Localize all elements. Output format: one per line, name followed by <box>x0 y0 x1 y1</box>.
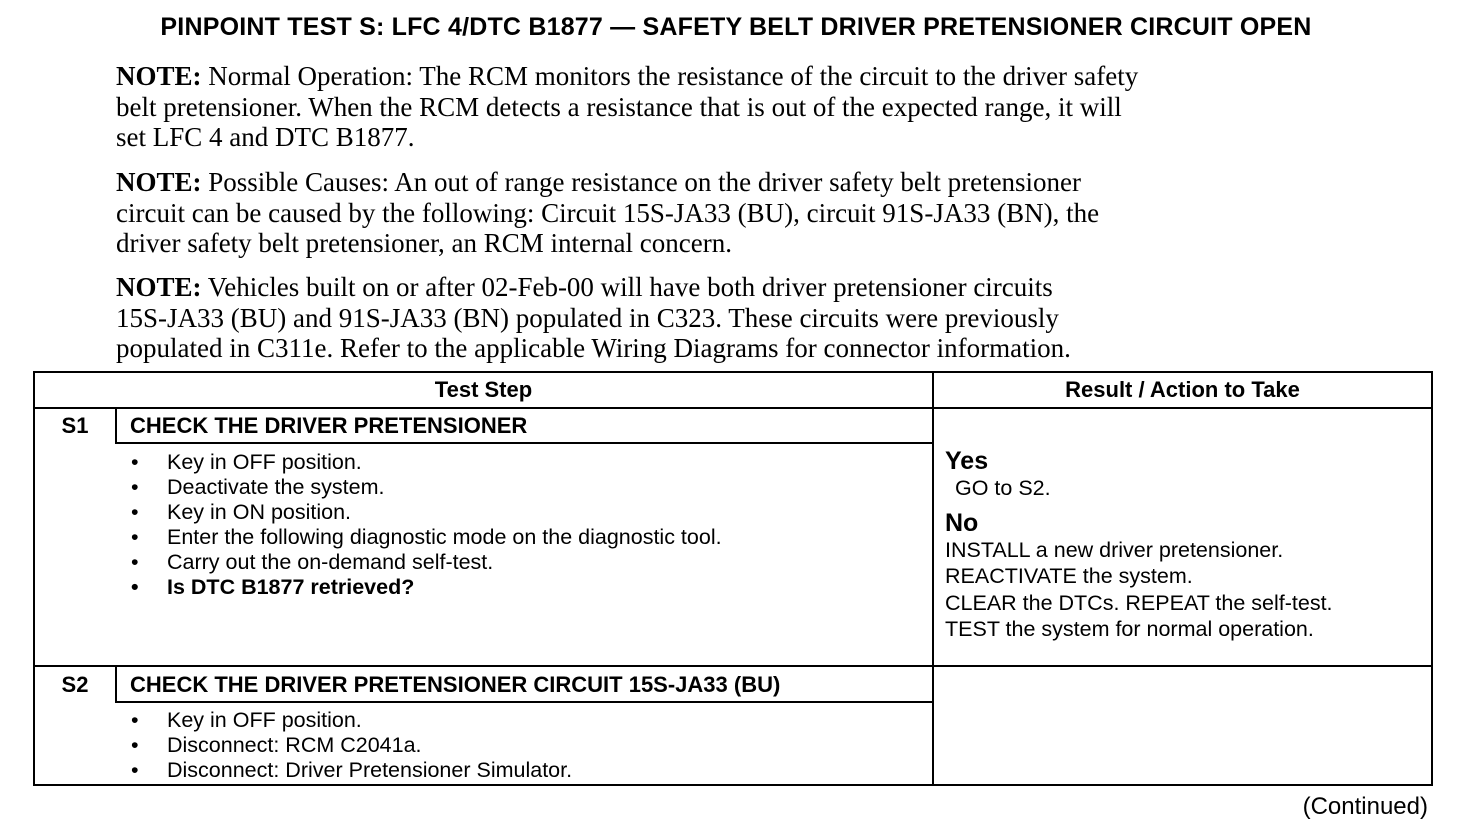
result-no-action: REACTIVATE the system. <box>945 564 1193 588</box>
result-no-action: CLEAR the DTCs. REPEAT the self-test. <box>945 590 1333 615</box>
step-id-divider <box>115 665 117 702</box>
result-yes-label: Yes <box>945 447 989 475</box>
list-item-question: • Is DTC B1877 retrieved? <box>131 575 722 600</box>
note-line: circuit can be caused by the following: Circuit 15S-JA33 (BU), circuit 91S-JA33 (BN), the <box>116 197 1100 228</box>
list-item: • Key in OFF position. <box>131 450 722 475</box>
result-yes-action: GO to S2. <box>955 476 1051 500</box>
list-item: • Disconnect: Driver Pretensioner Simulator. <box>131 758 572 783</box>
step-id: S2 <box>61 672 89 697</box>
note-possible-causes <box>116 167 1336 259</box>
column-header-result: Result / Action to Take <box>1065 377 1300 402</box>
step-id: S1 <box>61 413 89 438</box>
note-line: belt pretensioner. When the RCM detects a resistance that is out of the expected range, it will <box>116 91 1122 122</box>
note-normal-operation <box>116 61 1336 153</box>
note-label: NOTE: <box>116 61 202 91</box>
note-line: set LFC 4 and DTC B1877. <box>116 122 415 152</box>
note-line: driver safety belt pretensioner, an RCM internal concern. <box>116 228 732 258</box>
page-title: PINPOINT TEST S: LFC 4/DTC B1877 — SAFETY BELT DRIVER PRETENSIONER CIRCUIT OPEN <box>160 13 1312 41</box>
result-no-action: INSTALL a new driver pretensioner. <box>945 537 1284 562</box>
note-line: populated in C311e. Refer to the applicable Wiring Diagrams for connector information. <box>116 333 1071 363</box>
header-divider <box>35 407 1431 409</box>
pinpoint-test-table <box>33 371 1433 786</box>
step-actions-list <box>131 708 572 783</box>
column-header-test-step: Test Step <box>434 377 533 402</box>
step-title-divider <box>115 442 932 444</box>
note-line: Normal Operation: The RCM monitors the resistance of the circuit to the driver safety <box>208 61 1139 91</box>
step-title: CHECK THE DRIVER PRETENSIONER <box>130 413 528 438</box>
list-item: • Deactivate the system. <box>131 475 722 500</box>
note-label: NOTE: <box>116 167 202 197</box>
list-item: • Key in ON position. <box>131 500 722 525</box>
result-no-action: TEST the system for normal operation. <box>945 617 1314 641</box>
step-divider <box>35 665 1431 667</box>
result-no-label: No <box>945 508 979 537</box>
continued-label: (Continued) <box>1302 793 1428 820</box>
step-title: CHECK THE DRIVER PRETENSIONER CIRCUIT 15S-JA33 (BU) <box>130 672 781 697</box>
list-item: • Enter the following diagnostic mode on the diagnostic tool. <box>131 525 722 550</box>
note-line: 15S-JA33 (BU) and 91S-JA33 (BN) populated in C323. These circuits were previously <box>116 302 1059 333</box>
step-id-divider <box>115 407 117 443</box>
note-vehicle-build-date <box>116 272 1336 364</box>
list-item: • Disconnect: RCM C2041a. <box>131 733 572 758</box>
step-actions-list <box>131 450 722 600</box>
note-label: NOTE: <box>116 272 202 302</box>
note-line: Vehicles built on or after 02-Feb-00 will have both driver pretensioner circuits <box>207 272 1053 302</box>
column-divider <box>932 373 934 784</box>
step-result <box>945 447 1333 643</box>
list-item: • Key in OFF position. <box>131 708 572 733</box>
note-line: Possible Causes: An out of range resistance on the driver safety belt pretensioner <box>208 167 1082 197</box>
step-title-divider <box>115 701 932 703</box>
list-item: • Carry out the on-demand self-test. <box>131 550 722 575</box>
